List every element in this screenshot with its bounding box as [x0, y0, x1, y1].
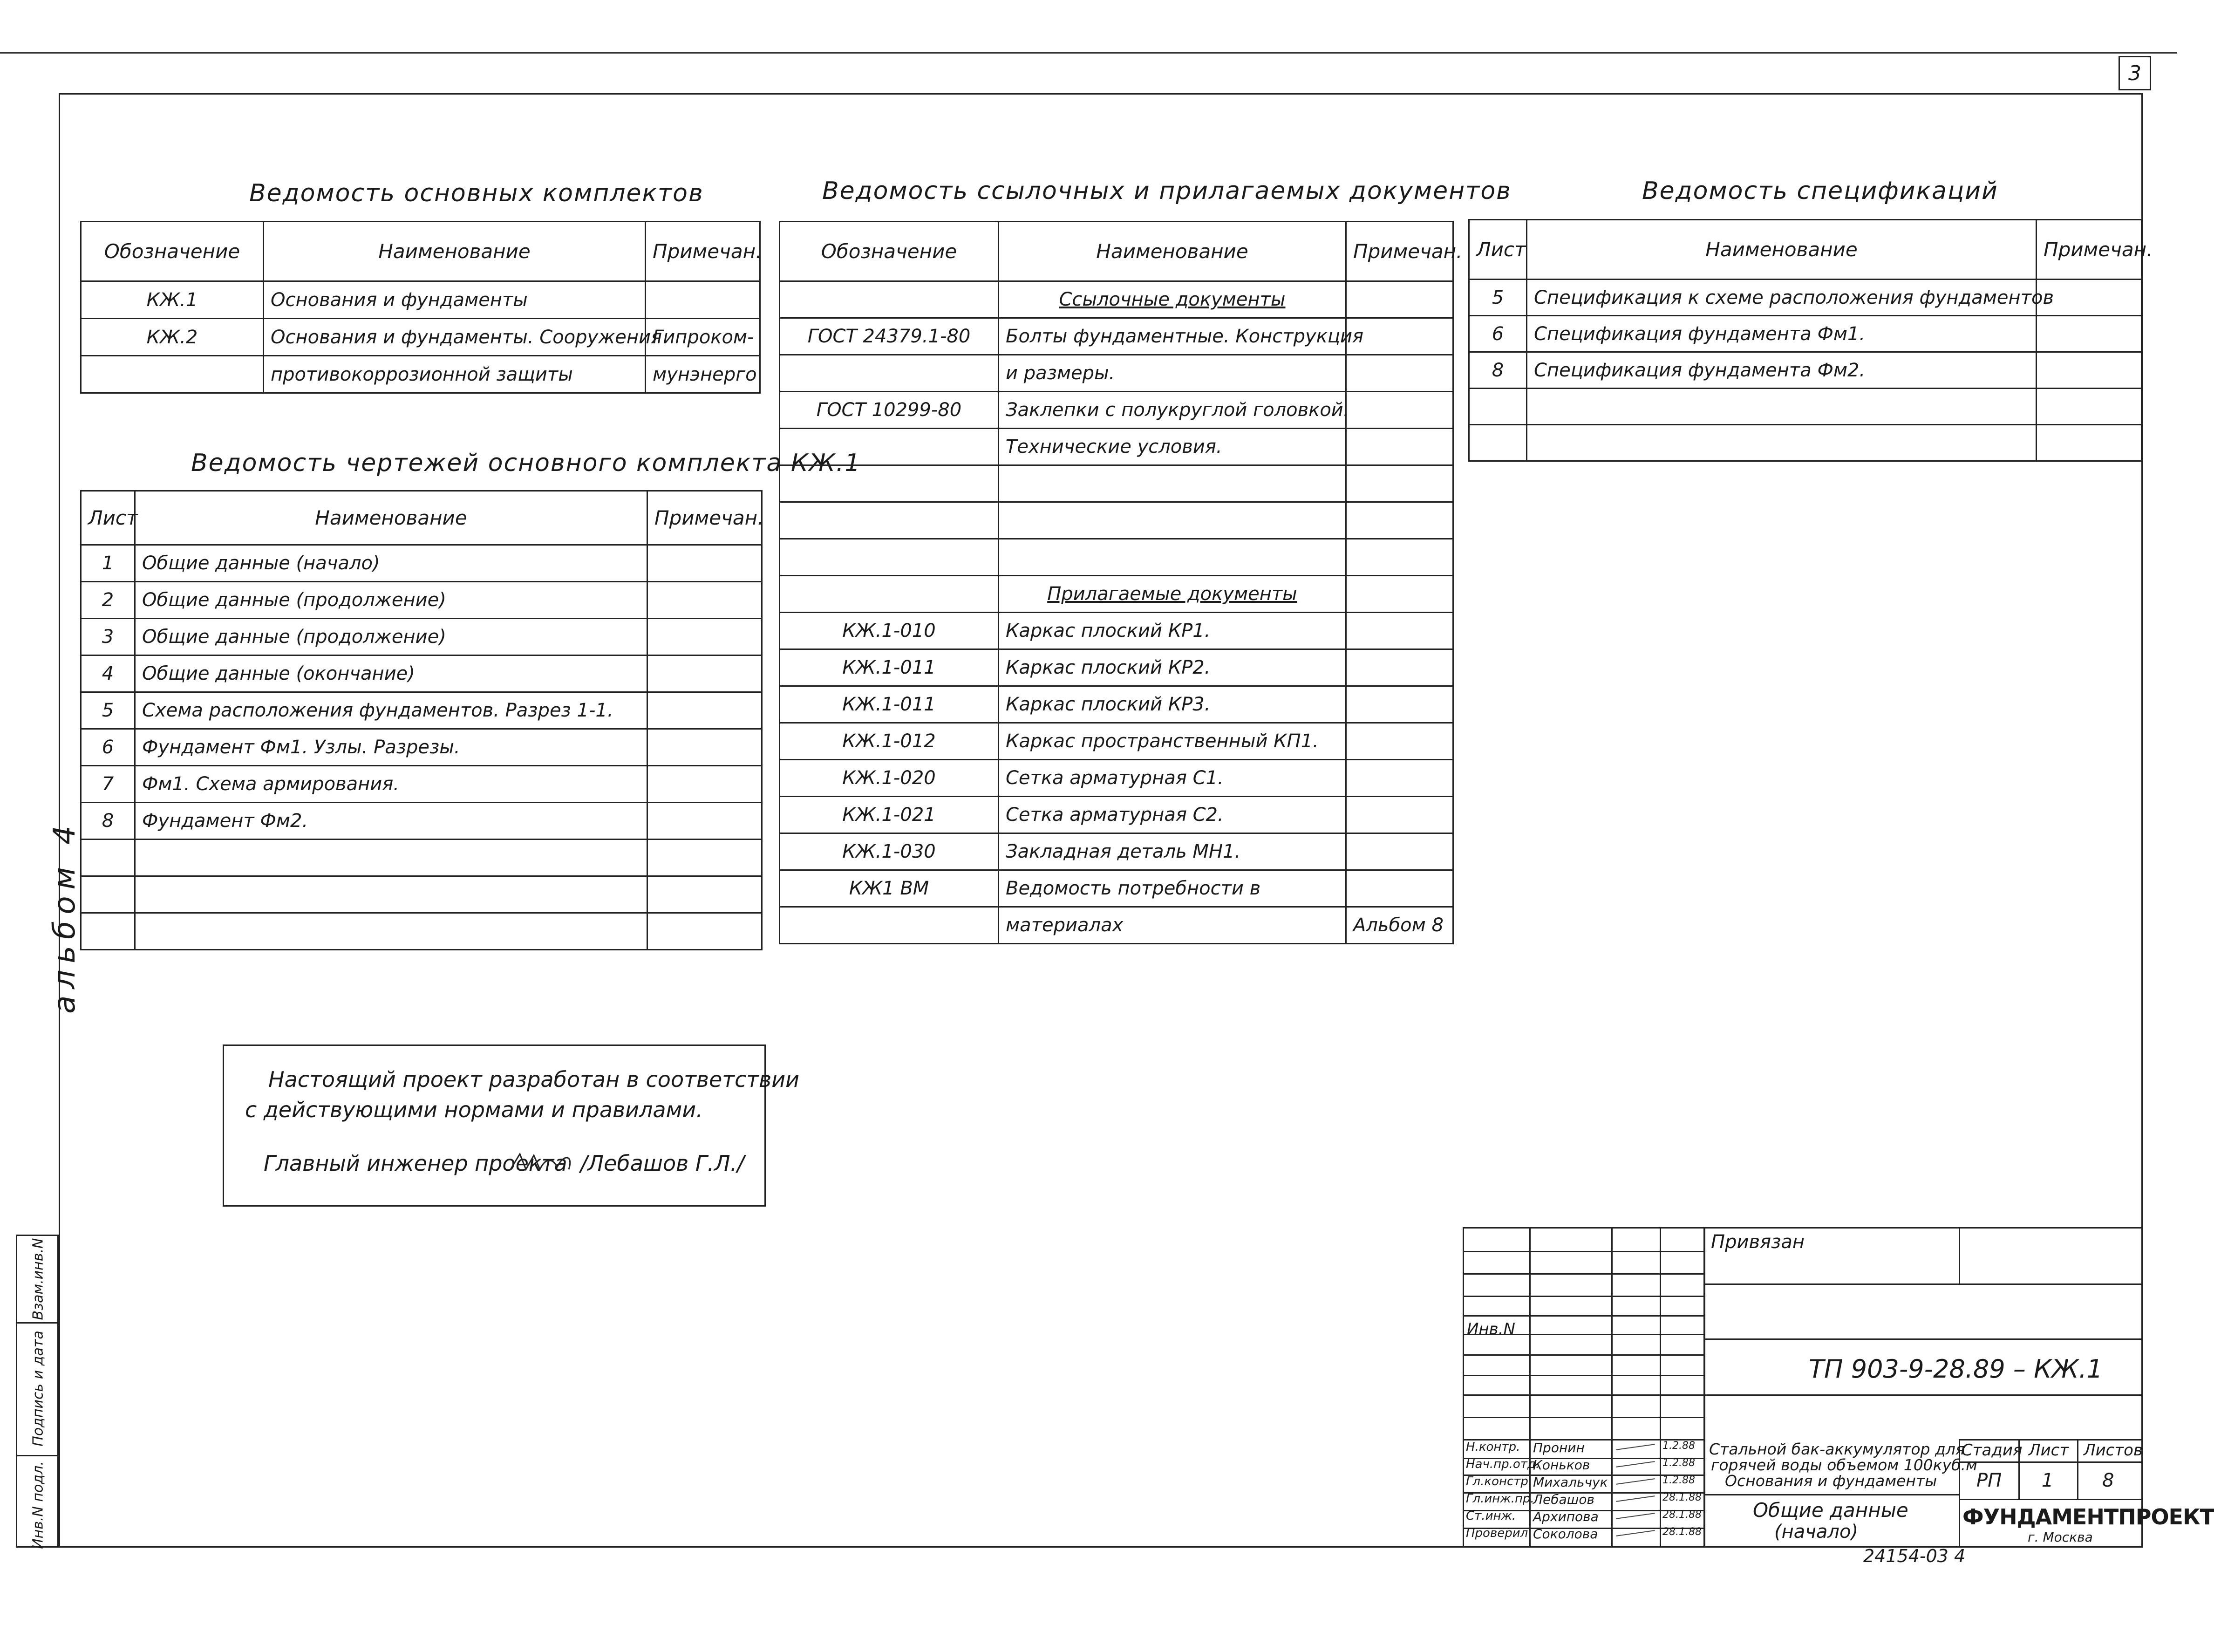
- cell-code: 5: [81, 692, 135, 729]
- cell-name: Фундамент Фм1. Узлы. Разрезы.: [135, 729, 647, 766]
- main-sets-title: Ведомость основных комплектов: [249, 179, 704, 207]
- cell-name: противокоррозионной защиты: [264, 356, 646, 393]
- table-row: [1469, 352, 2142, 389]
- grid-line: [1464, 1315, 1705, 1317]
- cell-note: [1346, 613, 1453, 649]
- cell-name: Фундамент Фм2.: [135, 803, 647, 840]
- signature-mark: [508, 1148, 578, 1176]
- cell-note: [1346, 502, 1453, 539]
- table-row: [1469, 425, 2142, 461]
- grid-line: [1464, 1273, 1705, 1275]
- cell-code: 8: [81, 803, 135, 840]
- table-row: [1469, 316, 2142, 352]
- person-name: Соколова: [1533, 1526, 1598, 1542]
- org-name: ФУНДАМЕНТПРОЕКТ: [1962, 1504, 2214, 1529]
- cell-code: [1469, 425, 1527, 461]
- cell-code: КЖ.1-011: [780, 649, 999, 686]
- table-row: [81, 840, 762, 876]
- note-line-1: Настоящий проект разработан в соответствии: [268, 1067, 800, 1092]
- cell-name: [135, 876, 647, 913]
- cell-name: Фм1. Схема армирования.: [135, 766, 647, 803]
- drawings-list-title: Ведомость чертежей основного комплекта КЖ.1: [191, 449, 861, 477]
- cell-note: [647, 766, 762, 803]
- signature-mark: [1616, 1478, 1655, 1485]
- ref-docs-body: [780, 281, 1453, 944]
- header-cell: Лист: [1469, 220, 1527, 280]
- header-cell: Наименование: [999, 222, 1346, 281]
- cell-note: [647, 545, 762, 582]
- project-name-3: Основания и фундаменты: [1725, 1472, 1937, 1490]
- cell-name: Спецификация фундамента Фм1.: [1527, 316, 2037, 352]
- cell-code: 5: [1469, 280, 1527, 316]
- project-name-1: Стальной бак-аккумулятор для: [1709, 1440, 1965, 1458]
- person-name: Коньков: [1533, 1457, 1590, 1473]
- cell-name: Спецификация к схеме расположения фундаментов: [1527, 280, 2037, 316]
- header-cell: Наименование: [264, 222, 646, 281]
- cell-code: 7: [81, 766, 135, 803]
- side-stamp: [16, 1235, 59, 1548]
- cell-note: [2037, 352, 2142, 389]
- cell-note: [2037, 425, 2142, 461]
- cell-name: [999, 465, 1346, 502]
- signature-mark: [1616, 1461, 1655, 1468]
- cell-note: [1346, 686, 1453, 723]
- cell-note: [647, 913, 762, 950]
- header-cell: Обозначение: [780, 222, 999, 281]
- table-row: [81, 729, 762, 766]
- cell-note: [1346, 870, 1453, 907]
- cell-name: [999, 539, 1346, 576]
- cell-name: Каркас плоский КР3.: [999, 686, 1346, 723]
- cell-note: [647, 619, 762, 655]
- table-row: [780, 539, 1453, 576]
- header-cell: Примечан.: [2037, 220, 2142, 280]
- cell-note: [2037, 389, 2142, 425]
- ref-docs-title: Ведомость ссылочных и прилагаемых документов: [822, 177, 1512, 205]
- cell-code: 4: [81, 655, 135, 692]
- sheet-value: 1: [2042, 1470, 2054, 1491]
- cell-note: [646, 281, 760, 319]
- drawings-list-body: [81, 545, 762, 950]
- person-name: Лебашов: [1533, 1492, 1594, 1507]
- table-row: [81, 803, 762, 840]
- table-row: [81, 545, 762, 582]
- grid-line: [1464, 1417, 1705, 1418]
- cell-note: [647, 692, 762, 729]
- specs-body: [1469, 280, 2142, 461]
- cell-note: [1346, 429, 1453, 465]
- table-row: [780, 907, 1453, 944]
- table-row: [780, 686, 1453, 723]
- person-date: 28.1.88: [1662, 1509, 1702, 1521]
- header-cell: Лист: [81, 491, 135, 545]
- cell-note: [1346, 760, 1453, 797]
- person-role: Н.контр.: [1466, 1440, 1520, 1454]
- cell-note: [1346, 797, 1453, 833]
- cell-note: [647, 729, 762, 766]
- cell-note: [647, 582, 762, 619]
- cell-note: [1346, 465, 1453, 502]
- table-row: [780, 502, 1453, 539]
- cell-code: [780, 907, 999, 944]
- table-row: [1469, 280, 2142, 316]
- specs-title: Ведомость спецификаций: [1642, 177, 1998, 205]
- person-role: Гл.констр.: [1466, 1475, 1533, 1488]
- cell-name: и размеры.: [999, 355, 1346, 392]
- table-row: [1469, 389, 2142, 425]
- bound-label: Привязан: [1711, 1231, 1805, 1253]
- grid-line: [1464, 1296, 1705, 1297]
- person-role: Проверил: [1466, 1526, 1528, 1540]
- cell-code: [780, 429, 999, 465]
- table-row: [780, 613, 1453, 649]
- header-cell: Обозначение: [81, 222, 264, 281]
- cell-code: [81, 840, 135, 876]
- cell-name: [135, 913, 647, 950]
- cell-name: [1527, 425, 2037, 461]
- document-code: ТП 903-9-28.89 – КЖ.1: [1809, 1354, 2103, 1384]
- cell-note: Альбом 8: [1346, 907, 1453, 944]
- table-row: [780, 797, 1453, 833]
- table-row: [81, 582, 762, 619]
- header-cell: Примечан.: [646, 222, 760, 281]
- person-date: 28.1.88: [1662, 1492, 1702, 1503]
- side-stamp-sign: Подпись и дата: [30, 1331, 47, 1447]
- table-row: [780, 833, 1453, 870]
- header-cell: Наименование: [1527, 220, 2037, 280]
- table-row: [780, 355, 1453, 392]
- cell-code: ГОСТ 10299-80: [780, 392, 999, 429]
- cell-code: КЖ.1-010: [780, 613, 999, 649]
- cell-name: Каркас плоский КР1.: [999, 613, 1346, 649]
- cell-name: Общие данные (начало): [135, 545, 647, 582]
- table-row: [81, 319, 760, 356]
- cell-name: Закладная деталь МН1.: [999, 833, 1346, 870]
- cell-note: [647, 655, 762, 692]
- person-role: Гл.инж.пр.: [1466, 1492, 1534, 1506]
- signature-mark: [1616, 1530, 1655, 1536]
- table-row: [81, 913, 762, 950]
- table-row: [81, 281, 760, 319]
- cell-code: КЖ.1-021: [780, 797, 999, 833]
- person-name: Михальчук: [1533, 1475, 1608, 1490]
- signature-mark: [1616, 1513, 1655, 1519]
- cell-code: КЖ1 ВМ: [780, 870, 999, 907]
- cell-name: [1527, 389, 2037, 425]
- cell-name: [135, 840, 647, 876]
- person-date: 28.1.88: [1662, 1526, 1702, 1538]
- sheet-number-box: [2119, 56, 2151, 90]
- table-row: [780, 465, 1453, 502]
- cell-note: [1346, 833, 1453, 870]
- table-row: [81, 692, 762, 729]
- cell-note: [647, 840, 762, 876]
- table-row: [780, 281, 1453, 318]
- cell-name: Болты фундаментные. Конструкция: [999, 318, 1346, 355]
- cell-code: [1469, 389, 1527, 425]
- signature-mark: [1616, 1495, 1655, 1502]
- cell-code: [780, 539, 999, 576]
- header-cell: Примечан.: [647, 491, 762, 545]
- cell-note: [1346, 539, 1453, 576]
- cell-code: 6: [81, 729, 135, 766]
- cell-note: [1346, 723, 1453, 760]
- archive-number: 24154-03 4: [1863, 1546, 1966, 1566]
- table-row: [780, 392, 1453, 429]
- cell-code: [81, 876, 135, 913]
- grid-line: [1464, 1394, 1705, 1396]
- cell-name: Основания и фундаменты: [264, 281, 646, 319]
- side-stamp-replace: Взам.инв.N: [30, 1238, 47, 1320]
- person-date: 1.2.88: [1662, 1440, 1695, 1452]
- project-name-2: горячей воды объемом 100куб.м: [1711, 1456, 1977, 1474]
- cell-name: Сетка арматурная С2.: [999, 797, 1346, 833]
- album-label: альбом 4: [47, 819, 82, 1014]
- cell-name: Сетка арматурная С1.: [999, 760, 1346, 797]
- cell-name: Заклепки с полукруглой головкой.: [999, 392, 1346, 429]
- cell-name: Технические условия.: [999, 429, 1346, 465]
- top-rule: [0, 52, 2177, 54]
- sheet-title-2: (начало): [1774, 1521, 1859, 1543]
- ref-docs-table: [779, 221, 1463, 944]
- cell-name: материалах: [999, 907, 1346, 944]
- grid-line: [1464, 1354, 1705, 1356]
- cell-note: [1346, 576, 1453, 613]
- cell-code: КЖ.1: [81, 281, 264, 319]
- person-name: Пронин: [1533, 1440, 1585, 1455]
- table-row: [81, 356, 760, 393]
- cell-name: Основания и фундаменты. Сооружения: [264, 319, 646, 356]
- cell-code: [780, 576, 999, 613]
- cell-code: КЖ.1-012: [780, 723, 999, 760]
- cell-note: [1346, 355, 1453, 392]
- cell-name: Общие данные (продолжение): [135, 582, 647, 619]
- cell-name: [999, 502, 1346, 539]
- cell-name: Каркас плоский КР2.: [999, 649, 1346, 686]
- table-row: [780, 649, 1453, 686]
- table-row: [780, 760, 1453, 797]
- sheet-number: 3: [2128, 61, 2141, 85]
- cell-code: [780, 465, 999, 502]
- table-row: [780, 870, 1453, 907]
- sheet-title-1: Общие данные: [1753, 1499, 1908, 1522]
- sheet-header: Лист: [2029, 1441, 2069, 1460]
- header-cell: Примечан.: [1346, 222, 1453, 281]
- person-role: Нач.пр.отд.: [1466, 1457, 1540, 1471]
- cell-code: [780, 281, 999, 318]
- person-date: 1.2.88: [1662, 1457, 1695, 1469]
- cell-name: Общие данные (продолжение): [135, 619, 647, 655]
- cell-code: КЖ.1-020: [780, 760, 999, 797]
- cell-note: [1346, 281, 1453, 318]
- drawings-list-table: [80, 490, 763, 950]
- inv-label: Инв.N: [1467, 1320, 1515, 1338]
- cell-name: Общие данные (окончание): [135, 655, 647, 692]
- stage-value: РП: [1976, 1470, 2002, 1491]
- cell-name: Каркас пространственный КП1.: [999, 723, 1346, 760]
- note-signer: /Лебашов Г.Л./: [580, 1151, 744, 1176]
- cell-name: Ведомость потребности в: [999, 870, 1346, 907]
- cell-code: [81, 356, 264, 393]
- cell-code: [780, 355, 999, 392]
- specs-table: [1468, 219, 2153, 462]
- cell-note: [647, 803, 762, 840]
- cell-note: [647, 876, 762, 913]
- table-row: [780, 576, 1453, 613]
- cell-note: мунэнерго: [646, 356, 760, 393]
- person-date: 1.2.88: [1662, 1475, 1695, 1486]
- cell-name: Прилагаемые документы: [999, 576, 1346, 613]
- grid-line: [1464, 1251, 1705, 1252]
- cell-note: Гипроком-: [646, 319, 760, 356]
- title-block: [1463, 1227, 2214, 1548]
- cell-note: [1346, 649, 1453, 686]
- sheets-value: 8: [2102, 1470, 2114, 1491]
- person-name: Архипова: [1533, 1509, 1599, 1524]
- cell-note: [2037, 316, 2142, 352]
- note-line-3: Главный инженер проекта: [264, 1151, 567, 1176]
- cell-code: КЖ.1-011: [780, 686, 999, 723]
- table-row: [780, 429, 1453, 465]
- table-row: [81, 655, 762, 692]
- cell-code: [780, 502, 999, 539]
- table-row: [780, 318, 1453, 355]
- table-row: [81, 876, 762, 913]
- grid-line: [1464, 1375, 1705, 1376]
- cell-name: Спецификация фундамента Фм2.: [1527, 352, 2037, 389]
- cell-code: КЖ.1-030: [780, 833, 999, 870]
- table-row: [780, 723, 1453, 760]
- stage-header: Стадия: [1962, 1441, 2023, 1460]
- cell-code: 6: [1469, 316, 1527, 352]
- table-row: [81, 619, 762, 655]
- table-row: [81, 766, 762, 803]
- cell-code: [81, 913, 135, 950]
- cell-code: ГОСТ 24379.1-80: [780, 318, 999, 355]
- org-city: г. Москва: [2028, 1529, 2093, 1545]
- sheets-header: Листов: [2084, 1441, 2143, 1460]
- side-stamp-inv: Инв.N подл.: [30, 1461, 47, 1549]
- cell-code: КЖ.2: [81, 319, 264, 356]
- cell-code: 2: [81, 582, 135, 619]
- person-role: Ст.инж.: [1466, 1509, 1516, 1523]
- cell-note: [1346, 392, 1453, 429]
- cell-code: 8: [1469, 352, 1527, 389]
- signature-mark: [1616, 1444, 1655, 1450]
- main-sets-table: [80, 221, 761, 394]
- cell-code: 1: [81, 545, 135, 582]
- note-box: [223, 1044, 800, 1207]
- header-cell: Наименование: [135, 491, 647, 545]
- cell-name: Схема расположения фундаментов. Разрез 1-1.: [135, 692, 647, 729]
- cell-code: 3: [81, 619, 135, 655]
- note-line-2: с действующими нормами и правилами.: [245, 1097, 703, 1122]
- cell-name: Ссылочные документы: [999, 281, 1346, 318]
